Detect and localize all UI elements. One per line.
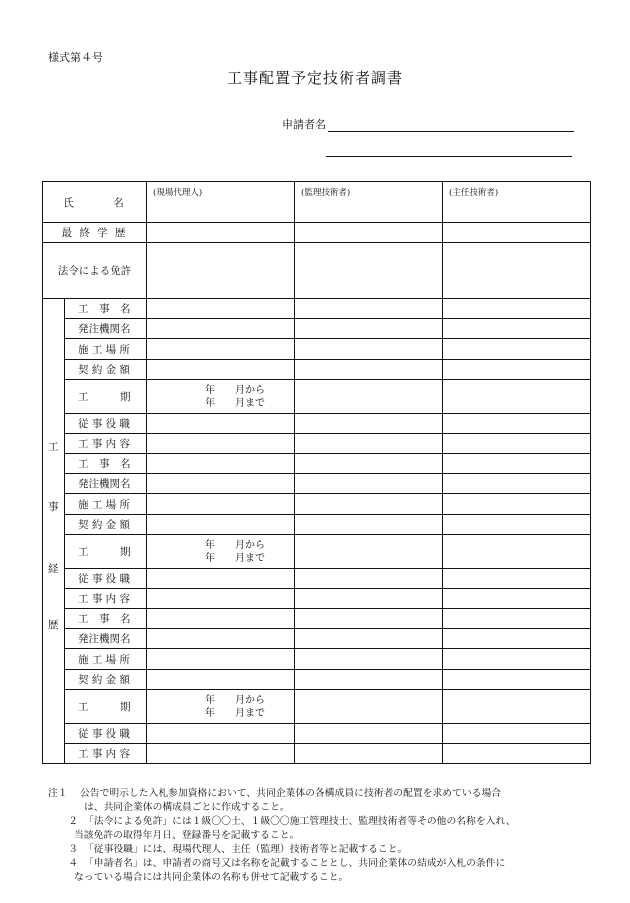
career-item-label: 発注機関名: [65, 474, 147, 494]
career-cell[interactable]: [295, 494, 443, 515]
career-row: [43, 629, 591, 649]
career-cell[interactable]: [443, 319, 591, 339]
col-chief-engineer[interactable]: (主任技術者): [443, 182, 591, 223]
career-cell[interactable]: [443, 589, 591, 609]
career-item-label: 施 工 場 所: [65, 649, 147, 670]
career-row: [43, 670, 591, 690]
career-cell[interactable]: [443, 494, 591, 515]
period-to: 年 月まで: [205, 397, 265, 409]
career-cell[interactable]: [295, 744, 443, 764]
career-cell[interactable]: [295, 339, 443, 360]
career-row: [43, 589, 591, 609]
career-cell[interactable]: [443, 454, 591, 474]
career-item-label: 工 期: [65, 535, 147, 569]
career-item-label: 工 期: [65, 690, 147, 724]
career-row: [43, 609, 591, 629]
career-cell[interactable]: [147, 535, 295, 569]
career-cell[interactable]: [147, 414, 295, 434]
career-cell[interactable]: [147, 380, 295, 414]
career-cell[interactable]: [443, 414, 591, 434]
career-row: [43, 299, 591, 319]
career-cell[interactable]: [443, 670, 591, 690]
note-item: [48, 857, 608, 885]
period-from: 年 月から: [205, 384, 265, 396]
career-row: [43, 434, 591, 454]
career-cell[interactable]: [147, 670, 295, 690]
career-item-label: 工 事 内 容: [65, 589, 147, 609]
career-cell[interactable]: [443, 474, 591, 494]
career-cell[interactable]: [295, 299, 443, 319]
career-item-label: 工 期: [65, 380, 147, 414]
career-row: [43, 414, 591, 434]
career-cell[interactable]: [295, 649, 443, 670]
career-cell[interactable]: [147, 629, 295, 649]
career-row: [43, 690, 591, 724]
career-cell[interactable]: [443, 629, 591, 649]
career-cell[interactable]: [295, 515, 443, 535]
career-row: [43, 515, 591, 535]
career-cell[interactable]: [295, 589, 443, 609]
note-number: ２: [68, 816, 78, 827]
career-row: [43, 535, 591, 569]
cell-license-3[interactable]: [443, 243, 591, 299]
career-label-char: 経: [48, 563, 59, 575]
career-cell[interactable]: [443, 299, 591, 319]
career-cell[interactable]: [443, 434, 591, 454]
career-row: [43, 474, 591, 494]
career-item-label: 工 事 内 容: [65, 744, 147, 764]
career-cell[interactable]: [443, 690, 591, 724]
career-cell[interactable]: [295, 629, 443, 649]
career-cell[interactable]: [147, 724, 295, 744]
career-cell[interactable]: [443, 515, 591, 535]
career-label-char: 工: [48, 441, 59, 453]
note-text: 「申請者名」は、申請者の商号又は名称を記載することとし、共同企業体の結成が入札の条件に: [84, 858, 506, 869]
page-title: 工事配置予定技術者調書: [226, 69, 403, 87]
career-cell[interactable]: [443, 609, 591, 629]
career-item-label: 契 約 金 額: [65, 670, 147, 690]
career-cell[interactable]: [443, 744, 591, 764]
career-cell[interactable]: [147, 434, 295, 454]
career-item-label: 従 事 役 職: [65, 569, 147, 589]
career-cell[interactable]: [295, 724, 443, 744]
career-item-label: 従 事 役 職: [65, 724, 147, 744]
label-education: 最 終 学 歴: [43, 223, 147, 243]
career-cell[interactable]: [295, 380, 443, 414]
note-text: 「従事役職」には、現場代理人、主任（監理）技術者等と記載すること。: [84, 844, 408, 855]
career-item-label: 施 工 場 所: [65, 494, 147, 515]
applicant-second-line[interactable]: [326, 156, 572, 157]
col-site-agent[interactable]: (現場代理人): [147, 182, 295, 223]
career-cell[interactable]: [295, 670, 443, 690]
career-cell[interactable]: [443, 649, 591, 670]
row-education: [43, 223, 591, 243]
engineer-table: [42, 181, 591, 764]
label-license: 法令による免許: [43, 243, 147, 299]
note-number: ３: [68, 844, 78, 855]
career-cell[interactable]: [295, 434, 443, 454]
career-cell[interactable]: [295, 535, 443, 569]
career-item-label: 工 事 名: [65, 299, 147, 319]
career-row: [43, 569, 591, 589]
career-item-label: 工 事 名: [65, 609, 147, 629]
career-row: [43, 360, 591, 380]
row-license: [43, 243, 591, 299]
career-cell[interactable]: [147, 649, 295, 670]
label-name: 氏 名: [43, 182, 147, 223]
career-item-label: 契 約 金 額: [65, 515, 147, 535]
cell-education-3[interactable]: [443, 223, 591, 243]
career-item-label: 施 工 場 所: [65, 339, 147, 360]
career-cell[interactable]: [295, 474, 443, 494]
career-cell[interactable]: [147, 609, 295, 629]
note-continuation: 当該免許の取得年月日、登録番号を記載すること。: [74, 830, 300, 841]
career-row: [43, 454, 591, 474]
career-row: [43, 649, 591, 670]
career-item-label: 発注機関名: [65, 629, 147, 649]
career-row: [43, 724, 591, 744]
note-body: [80, 787, 501, 815]
note-number: 注１: [48, 788, 68, 799]
note-number: ４: [68, 858, 78, 869]
career-cell[interactable]: [295, 319, 443, 339]
career-vertical-label: [43, 299, 65, 764]
career-cell[interactable]: [147, 299, 295, 319]
form-number: 様式第４号: [48, 51, 103, 64]
career-row: [43, 744, 591, 764]
career-cell[interactable]: [295, 609, 443, 629]
career-cell[interactable]: [443, 339, 591, 360]
career-cell[interactable]: [147, 690, 295, 724]
career-cell[interactable]: [443, 724, 591, 744]
note-item: [48, 815, 608, 843]
row-name: [43, 182, 591, 223]
note-body: [74, 815, 516, 843]
career-cell[interactable]: [295, 569, 443, 589]
note-text: 公告で明示した入札参加資格において、共同企業体の各構成員に技術者の配置を求めている場合: [80, 788, 502, 799]
career-item-label: 従 事 役 職: [65, 414, 147, 434]
applicant-field[interactable]: [282, 116, 574, 132]
career-label-char: 歴: [48, 619, 59, 631]
note-continuation: は、共同企業体の構成員ごとに作成すること。: [84, 802, 290, 813]
career-cell[interactable]: [443, 360, 591, 380]
career-cell[interactable]: [443, 569, 591, 589]
career-row: [43, 380, 591, 414]
period-from: 年 月から: [205, 539, 265, 551]
career-cell[interactable]: [295, 414, 443, 434]
applicant-label: 申請者名: [282, 118, 326, 131]
cell-education-1[interactable]: [147, 223, 295, 243]
career-cell[interactable]: [147, 569, 295, 589]
note-item: [48, 843, 608, 857]
career-item-label: 契 約 金 額: [65, 360, 147, 380]
career-row: [43, 494, 591, 515]
career-cell[interactable]: [147, 589, 295, 609]
career-item-label: 工 事 内 容: [65, 434, 147, 454]
career-cell[interactable]: [147, 454, 295, 474]
career-cell[interactable]: [295, 690, 443, 724]
career-cell[interactable]: [147, 319, 295, 339]
career-cell[interactable]: [147, 474, 295, 494]
career-cell[interactable]: [147, 360, 295, 380]
note-continuation: なっている場合には共同企業体の名称も併せて記載すること。: [74, 872, 349, 883]
career-cell[interactable]: [443, 535, 591, 569]
period-to: 年 月まで: [205, 552, 265, 564]
notes: [48, 787, 608, 885]
career-item-label: 発注機関名: [65, 319, 147, 339]
col-supervising-engineer[interactable]: (監理技術者): [295, 182, 443, 223]
period-to: 年 月まで: [205, 707, 265, 719]
cell-license-1[interactable]: [147, 243, 295, 299]
career-cell[interactable]: [147, 494, 295, 515]
note-body: [84, 843, 407, 857]
career-cell[interactable]: [147, 744, 295, 764]
career-row: [43, 319, 591, 339]
note-text: 「法令による免許」には１級〇〇士、１級〇〇施工管理技士、監理技術者等その他の名称を入れ、: [84, 816, 516, 827]
career-label-char: 事: [48, 501, 59, 513]
note-body: [74, 857, 506, 885]
career-cell[interactable]: [295, 454, 443, 474]
note-item: [48, 787, 608, 815]
career-cell[interactable]: [147, 339, 295, 360]
period-from: 年 月から: [205, 694, 265, 706]
career-item-label: 工 事 名: [65, 454, 147, 474]
career-cell[interactable]: [443, 380, 591, 414]
career-cell[interactable]: [147, 515, 295, 535]
applicant-name-line[interactable]: [328, 118, 574, 132]
career-row: [43, 339, 591, 360]
cell-license-2[interactable]: [295, 243, 443, 299]
career-cell[interactable]: [295, 360, 443, 380]
cell-education-2[interactable]: [295, 223, 443, 243]
